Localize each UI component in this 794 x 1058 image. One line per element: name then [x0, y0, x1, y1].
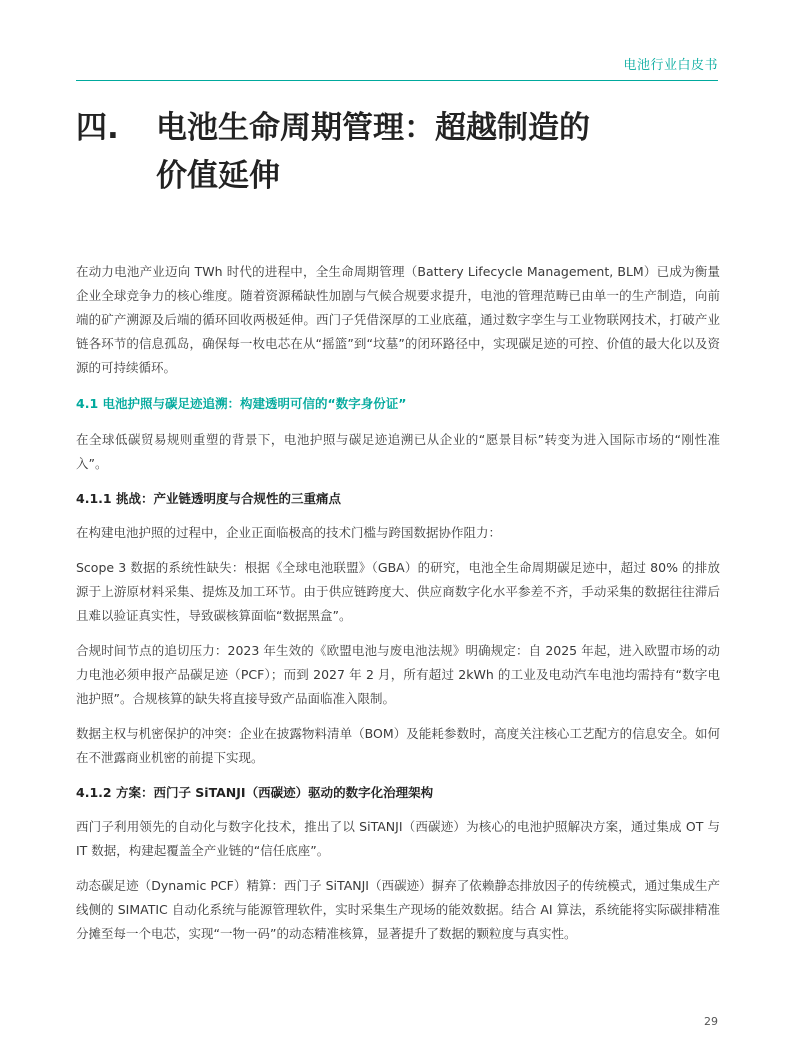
section-4-1-1-point-2: 合规时间节点的追切压力：2023 年生效的《欧盟电池与废电池法规》明确规定：自 2025 年起，进入欧盟市场的动力电池必须申报产品碳足迹（PCF）；而到 2027 年 2 月，所有超过 2kWh 的工业及电动汽车电池均需持有“数字电池护照”。合规核算的缺失将直接导致产品面临准入限制。 — [76, 643, 720, 706]
section-4-1-2-paragraph: 西门子利用领先的自动化与数字化技术，推出了以 SiTANJI（西碳迹）为核心的电池护照解决方案，通过集成 OT 与 IT 数据，构建起覆盖全产业链的“信任底座”。 — [76, 819, 720, 858]
intro-paragraph: 在动力电池产业迈向 TWh 时代的进程中，全生命周期管理（Battery Lifecycle Management, BLM）已成为衡量企业全球竞争力的核心维度。随着资源稀缺性加剧与气候合规要求提升，电池的管理范畴已由单一的生产制造，向前端的矿产溯源及后端的循环回收两极延伸。西门子凭借深厚的工业底蕴，通过数字孪生与工业物联网技术，打破产业链各环节的信息孤岛，确保每一枚电芯在从“摇篮”到“坟墓”的闭环路径中，实现碳足迹的可控、价值的最大化以及资源的可持续循环。 — [76, 264, 720, 375]
subsection-heading-4-1-2: 4.1.2 方案：西门子 SiTANJI（西碳迹）驱动的数字化治理架构 — [76, 785, 434, 800]
section-4-1-paragraph: 在全球低碳贸易规则重塑的背景下，电池护照与碳足迹追溯已从企业的“愿景目标”转变为进入国际市场的“刚性准入”。 — [76, 432, 720, 471]
chapter-number: 四. — [76, 110, 119, 146]
section-4-1-1-paragraph: 在构建电池护照的过程中，企业正面临极高的技术门槛与跨国数据协作阻力： — [76, 525, 502, 540]
section-4-1-2-point-1: 动态碳足迹（Dynamic PCF）精算：西门子 SiTANJI（西碳迹）摒弃了依赖静态排放因子的传统模式，通过集成生产线侧的 SIMATIC 自动化系统与能源管理软件，实时采集生产现场的能效数据。结合 AI 算法，系统能将实际碳排精准分摊至每一个电芯，实现“一物一码”的动态精准核算，显著提升了数据的颗粒度与真实性。 — [76, 878, 720, 941]
chapter-title-line2: 价值延伸 — [156, 158, 280, 194]
subsection-heading-4-1-1: 4.1.1 挑战：产业链透明度与合规性的三重痛点 — [76, 491, 341, 506]
header-label: 电池行业白皮书 — [623, 58, 718, 73]
chapter-title — [76, 104, 590, 200]
main-content — [76, 260, 720, 957]
header-divider — [76, 80, 718, 81]
section-4-1-1-point-3: 数据主权与机密保护的冲突：企业在披露物料清单（BOM）及能耗参数时，高度关注核心工艺配方的信息安全。如何在不泄露商业机密的前提下实现。 — [76, 726, 720, 765]
page-number: 29 — [704, 1015, 718, 1028]
section-heading-4-1: 4.1 电池护照与碳足迹追溯：构建透明可信的“数字身份证” — [76, 396, 407, 411]
chapter-title-line1 — [76, 104, 590, 152]
chapter-title-text-1: 电池生命周期管理：超越制造的 — [156, 110, 590, 146]
section-4-1-1-point-1: Scope 3 数据的系统性缺失：根据《全球电池联盟》（GBA）的研究，电池全生命周期碳足迹中，超过 80% 的排放源于上游原材料采集、提炼及加工环节。由于供应链跨度大、供应商数字化水平参差不齐，手动采集的数据往往滞后且难以验证真实性，导致碳核算面临“数据黑盒”。 — [76, 560, 720, 623]
